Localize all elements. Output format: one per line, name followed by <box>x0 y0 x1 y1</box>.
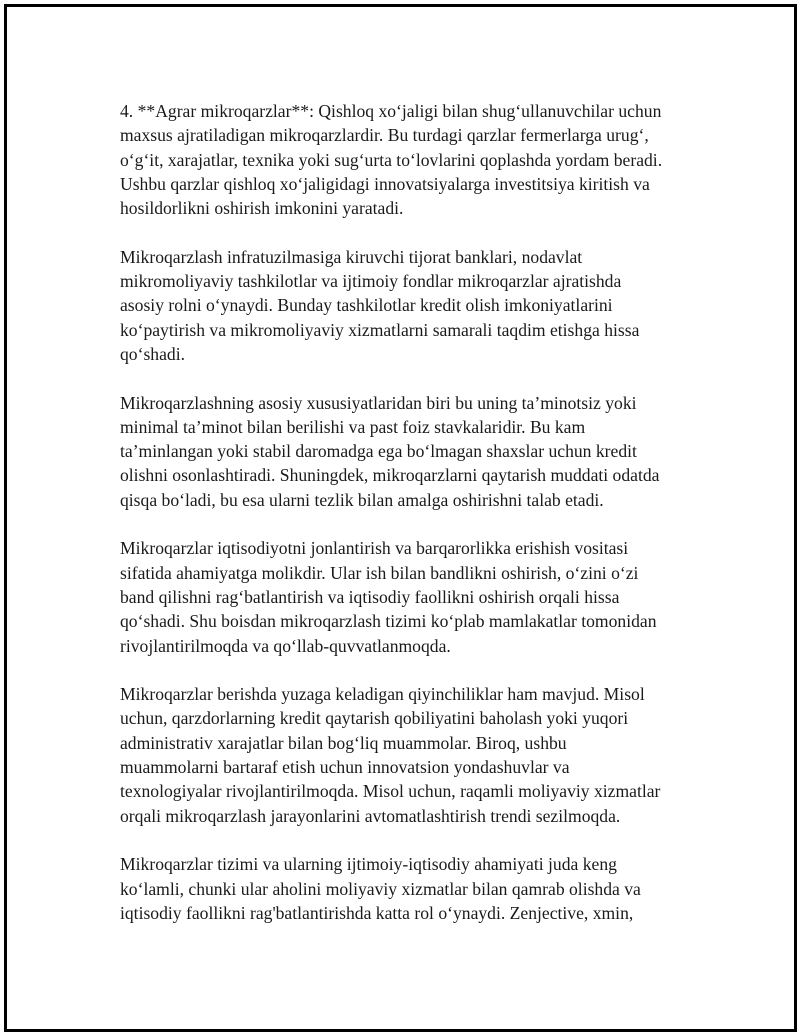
paragraph-asosiy-xususiyatlar: Mikroqarzlashning asosiy xususiyatlaridan biri bu uning taʼminotsiz yoki minimal taʼminot bilan berilishi va past foiz stavkalaridir. Bu kam taʼminlangan yoki stabil daromadga ega boʻlmagan shaxslar uchun kredit olishni osonlashtiradi. Shuningdek, mikroqarzlarni qaytarish muddati odatda qisqa boʻladi, bu esa ularni tezlik bilan amalga oshirishni talab etadi. <box>120 392 660 510</box>
page-frame <box>4 4 797 1032</box>
paragraph-qiyinchiliklar: Mikroqarzlar berishda yuzaga keladigan qiyinchiliklar ham mavjud. Misol uchun, qarzdorlarning kredit qaytarish qobiliyatini baholash yoki yuqori administrativ xarajatlar bilan bogʻliq muammolar. Biroq, ushbu muammolarni bartaraf etish uchun innovatsion yondashuvlar va texnologiyalar rivojlantirilmoqda. Misol uchun, raqamli moliyaviy xizmatlar orqali mikroqarzlash jarayonlarini avtomatlashtirish trendi sezilmoqda. <box>120 684 661 826</box>
paragraph-infratuzilma: Mikroqarzlash infratuzilmasiga kiruvchi tijorat banklari, nodavlat mikromoliyaviy tashkilotlar va ijtimoiy fondlar mikroqarzlar ajratishda asosiy rolni oʻynaydi. Bunday tashkilotlar kredit olish imkoniyatlarini koʻpaytirish va mikromoliyaviy xizmatlarni samarali taqdim etishga hissa qoʻshadi. <box>120 246 640 364</box>
paragraph-agrar-mikroqarzlar: 4. **Agrar mikroqarzlar**: Qishloq xoʻjaligi bilan shugʻullanuvchilar uchun maxsus ajratiladigan mikroqarzlardir. Bu turdagi qarzlar fermerlarga urugʻ, oʻgʻit, xarajatlar, texnika yoki sugʻurta toʻlovlarini qoplashda yordam beradi. Ushbu qarzlar qishloq xoʻjaligidagi innovatsiyalarga investitsiya kiritish va hosildorlikni oshirish imkonini yaratadi. <box>120 101 663 219</box>
paragraph-ijtimoiy-iqtisodiy: Mikroqarzlar tizimi va ularning ijtimoiy-iqtisodiy ahamiyati juda keng koʻlamli, chunki ular aholini moliyaviy xizmatlar bilan qamrab olishda va iqtisodiy faollikni rag'batlantirishda katta rol oʻynaydi. Zenjective, xmin, <box>120 854 641 923</box>
document-body <box>120 99 710 949</box>
paragraph-iqtisodiy-ahamiyat: Mikroqarzlar iqtisodiyotni jonlantirish va barqarorlikka erishish vositasi sifatida ahamiyatga molikdir. Ular ish bilan bandlikni oshirish, oʻzini oʻzi band qilishni ragʻbatlantirish va iqtisodiy faollikni oshirish orqali hissa qoʻshadi. Shu boisdan mikroqarzlash tizimi koʻplab mamlakatlar tomonidan rivojlantirilmoqda va qoʻllab-quvvatlanmoqda. <box>120 538 657 656</box>
